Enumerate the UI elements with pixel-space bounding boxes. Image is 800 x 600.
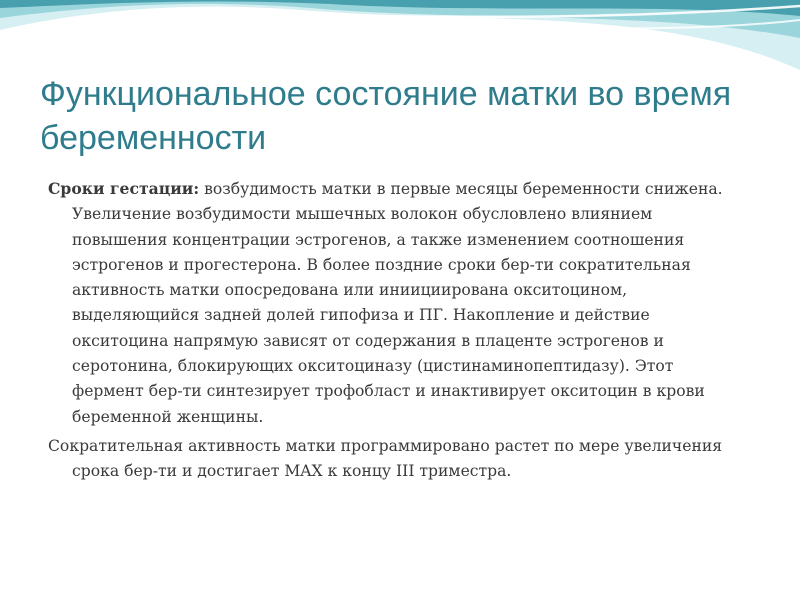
paragraph-text: возбудимость матки в первые месяцы беременности снижена. Увеличение возбудимости мышечных волокон обусловлено влиянием повышения концентрации эстрогенов, а также изменением соотношения эстрогенов и прогестерона. В более поздние сроки бер-ти сократительная активность матки опосредована или иниициирована окситоцином, выделяющийся задней долей гипофиза и ПГ. Накопление и действие окситоцина напрямую зависят от содержания в плаценте эстрогенов и серотонина, блокирующих окситоциназу (цистинаминопептидазу). Этот фермент бер-ти синтезирует трофобласт и инактивирует окситоцин в крови беременной женщины. xyxy=(72,180,723,426)
paragraph-gestation-terms xyxy=(48,176,748,430)
slide-body xyxy=(48,176,748,489)
paragraph-lead-term: Сроки гестации: xyxy=(48,179,200,198)
header-wave-decoration xyxy=(0,0,800,70)
paragraph-text: Сократительная активность матки программировано растет по мере увеличения срока бер-ти и достигает MAX к концу III триместра. xyxy=(48,436,723,481)
slide-title: Функциональное состояние матки во время беременности xyxy=(40,75,732,157)
paragraph-contractile-activity xyxy=(48,434,748,485)
